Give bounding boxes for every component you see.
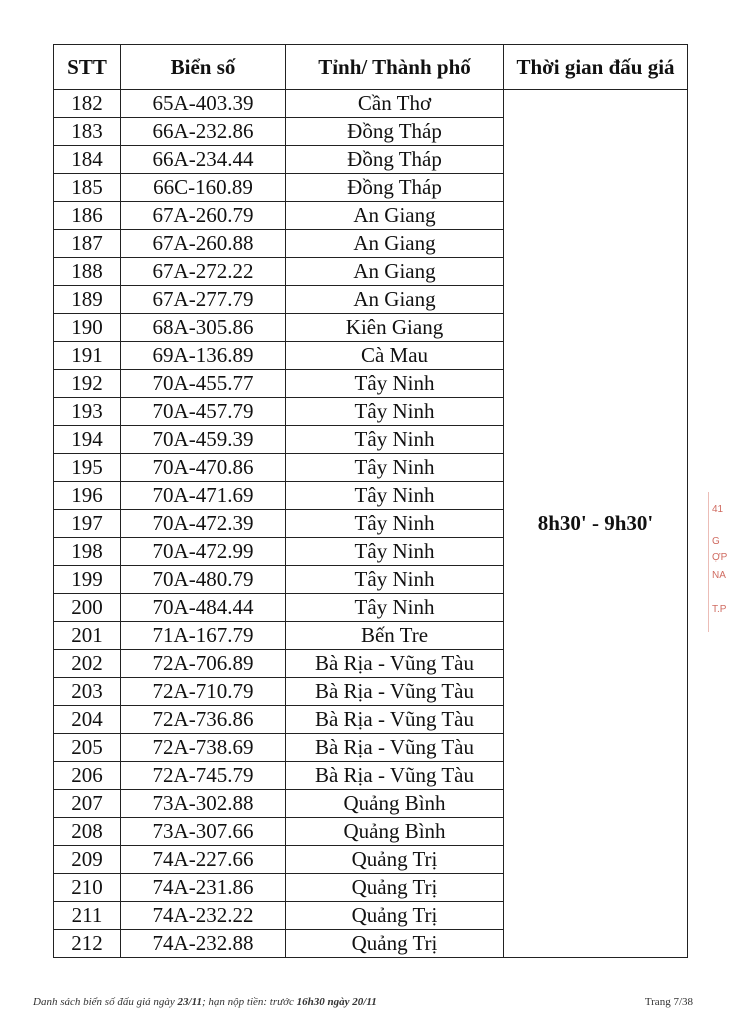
cell-province: Quảng Bình <box>286 790 504 818</box>
cell-stt: 196 <box>54 482 121 510</box>
cell-stt: 202 <box>54 650 121 678</box>
cell-province: Tây Ninh <box>286 566 504 594</box>
cell-plate: 70A-472.39 <box>121 510 286 538</box>
cell-plate: 73A-307.66 <box>121 818 286 846</box>
header-auction-time: Thời gian đấu giá <box>504 45 688 90</box>
cell-province: Tây Ninh <box>286 538 504 566</box>
cell-plate: 67A-272.22 <box>121 258 286 286</box>
cell-province: Bà Rịa - Vũng Tàu <box>286 762 504 790</box>
cell-province: Bà Rịa - Vũng Tàu <box>286 706 504 734</box>
cell-plate: 65A-403.39 <box>121 90 286 118</box>
cell-stt: 182 <box>54 90 121 118</box>
cell-province: Đồng Tháp <box>286 118 504 146</box>
cell-stt: 207 <box>54 790 121 818</box>
cell-stt: 198 <box>54 538 121 566</box>
cell-province: Tây Ninh <box>286 510 504 538</box>
cell-province: Quảng Bình <box>286 818 504 846</box>
cell-plate: 70A-455.77 <box>121 370 286 398</box>
cell-province: Tây Ninh <box>286 370 504 398</box>
license-plate-table <box>53 44 688 958</box>
cell-province: An Giang <box>286 258 504 286</box>
cell-stt: 211 <box>54 902 121 930</box>
cell-stt: 195 <box>54 454 121 482</box>
cell-province: An Giang <box>286 202 504 230</box>
cell-stt: 204 <box>54 706 121 734</box>
cell-plate: 71A-167.79 <box>121 622 286 650</box>
cell-province: Cần Thơ <box>286 90 504 118</box>
cell-plate: 73A-302.88 <box>121 790 286 818</box>
cell-province: Bến Tre <box>286 622 504 650</box>
table-header-row <box>54 45 688 90</box>
cell-province: Cà Mau <box>286 342 504 370</box>
cell-stt: 209 <box>54 846 121 874</box>
cell-province: An Giang <box>286 286 504 314</box>
cell-province: An Giang <box>286 230 504 258</box>
cell-plate: 69A-136.89 <box>121 342 286 370</box>
cell-province: Đồng Tháp <box>286 174 504 202</box>
cell-province: Tây Ninh <box>286 482 504 510</box>
cell-stt: 193 <box>54 398 121 426</box>
page-footer <box>33 996 693 1016</box>
cell-province: Tây Ninh <box>286 454 504 482</box>
table-row <box>54 90 688 118</box>
table-body <box>54 90 688 958</box>
cell-stt: 190 <box>54 314 121 342</box>
cell-province: Tây Ninh <box>286 426 504 454</box>
cell-province: Quảng Trị <box>286 846 504 874</box>
cell-province: Đồng Tháp <box>286 146 504 174</box>
cell-stt: 206 <box>54 762 121 790</box>
cell-plate: 67A-260.88 <box>121 230 286 258</box>
cell-stt: 187 <box>54 230 121 258</box>
cell-plate: 72A-745.79 <box>121 762 286 790</box>
cell-stt: 199 <box>54 566 121 594</box>
cell-plate: 72A-710.79 <box>121 678 286 706</box>
cell-plate: 70A-470.86 <box>121 454 286 482</box>
cell-plate: 70A-459.39 <box>121 426 286 454</box>
cell-stt: 208 <box>54 818 121 846</box>
red-stamp-fragment: 41 G ỢP NA T.P <box>708 492 730 632</box>
cell-stt: 189 <box>54 286 121 314</box>
cell-stt: 201 <box>54 622 121 650</box>
cell-plate: 70A-480.79 <box>121 566 286 594</box>
cell-province: Bà Rịa - Vũng Tàu <box>286 734 504 762</box>
cell-stt: 194 <box>54 426 121 454</box>
header-province: Tỉnh/ Thành phố <box>286 45 504 90</box>
cell-stt: 212 <box>54 930 121 958</box>
cell-province: Tây Ninh <box>286 398 504 426</box>
footer-note: Danh sách biển số đấu giá ngày 23/11; hạn nộp tiền: trước 16h30 ngày 20/11 <box>33 996 377 1008</box>
cell-plate: 70A-484.44 <box>121 594 286 622</box>
cell-stt: 205 <box>54 734 121 762</box>
header-stt: STT <box>54 45 121 90</box>
cell-stt: 200 <box>54 594 121 622</box>
cell-plate: 72A-706.89 <box>121 650 286 678</box>
cell-plate: 70A-457.79 <box>121 398 286 426</box>
cell-province: Kiên Giang <box>286 314 504 342</box>
cell-stt: 188 <box>54 258 121 286</box>
cell-stt: 210 <box>54 874 121 902</box>
cell-province: Bà Rịa - Vũng Tàu <box>286 650 504 678</box>
cell-plate: 66C-160.89 <box>121 174 286 202</box>
cell-plate: 72A-736.86 <box>121 706 286 734</box>
cell-plate: 74A-231.86 <box>121 874 286 902</box>
cell-auction-time: 8h30' - 9h30' <box>504 90 688 958</box>
cell-province: Bà Rịa - Vũng Tàu <box>286 678 504 706</box>
cell-plate: 70A-471.69 <box>121 482 286 510</box>
cell-province: Quảng Trị <box>286 930 504 958</box>
cell-plate: 67A-260.79 <box>121 202 286 230</box>
cell-plate: 66A-234.44 <box>121 146 286 174</box>
cell-stt: 185 <box>54 174 121 202</box>
cell-province: Quảng Trị <box>286 874 504 902</box>
cell-plate: 67A-277.79 <box>121 286 286 314</box>
cell-plate: 74A-232.22 <box>121 902 286 930</box>
cell-stt: 183 <box>54 118 121 146</box>
cell-stt: 184 <box>54 146 121 174</box>
cell-stt: 186 <box>54 202 121 230</box>
cell-province: Quảng Trị <box>286 902 504 930</box>
cell-stt: 192 <box>54 370 121 398</box>
cell-plate: 70A-472.99 <box>121 538 286 566</box>
cell-stt: 203 <box>54 678 121 706</box>
cell-plate: 72A-738.69 <box>121 734 286 762</box>
cell-plate: 74A-227.66 <box>121 846 286 874</box>
cell-plate: 74A-232.88 <box>121 930 286 958</box>
cell-stt: 191 <box>54 342 121 370</box>
cell-stt: 197 <box>54 510 121 538</box>
cell-plate: 68A-305.86 <box>121 314 286 342</box>
cell-plate: 66A-232.86 <box>121 118 286 146</box>
header-plate: Biển số <box>121 45 286 90</box>
cell-province: Tây Ninh <box>286 594 504 622</box>
page-number: Trang 7/38 <box>644 996 693 1008</box>
